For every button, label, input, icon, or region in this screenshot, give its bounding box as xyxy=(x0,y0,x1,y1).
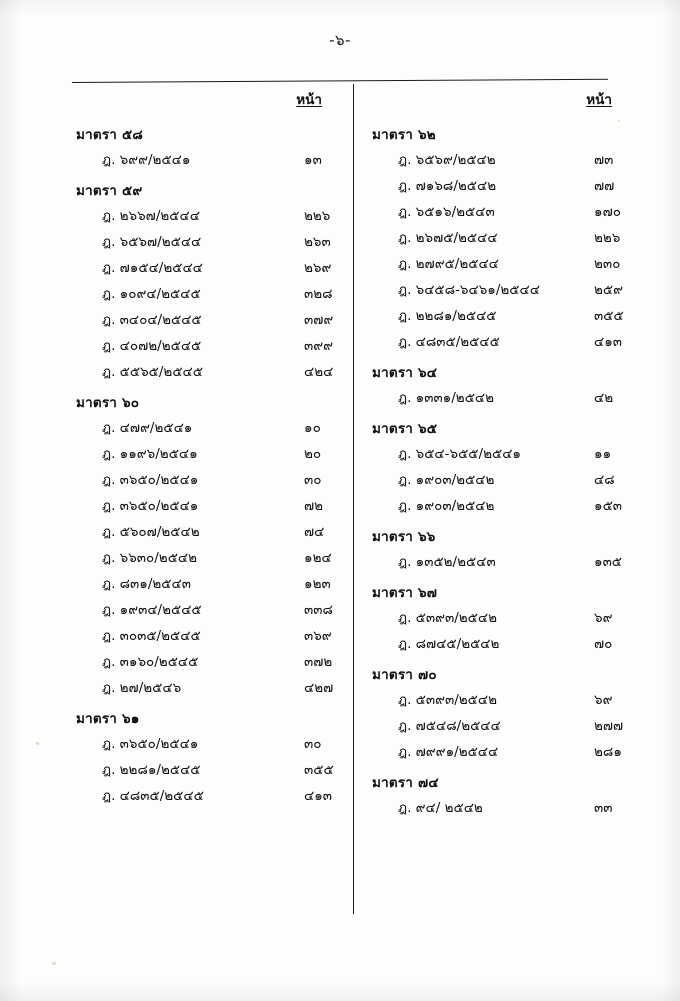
case-citation: ฎ. ๒๖๖๗/๒๕๔๔ xyxy=(102,208,200,224)
case-citation: ฎ. ๗๕๔๘/๒๕๔๔ xyxy=(398,718,501,734)
case-citation-row xyxy=(372,148,634,170)
case-citation-row xyxy=(76,520,344,542)
case-citation: ฎ. ๔๘๓๕/๒๕๔๕ xyxy=(102,788,204,804)
case-page-number: ๑๓ xyxy=(304,152,322,168)
case-citation-row xyxy=(76,732,344,754)
case-citation: ฎ. ๖๕๖๙/๒๕๔๒ xyxy=(398,152,496,168)
case-citation: ฎ. ๗๑๖๘/๒๕๔๒ xyxy=(398,178,497,194)
case-citation-row xyxy=(372,494,634,516)
case-citation: ฎ. ๔๗๙/๒๕๔๑ xyxy=(102,420,193,436)
section-heading: มาตรา ๗๐ xyxy=(372,667,437,683)
case-citation: ฎ. ๑๙๐๓/๒๕๔๒ xyxy=(398,498,495,514)
case-citation-row xyxy=(76,468,344,490)
scan-speck xyxy=(52,962,56,965)
case-page-number: ๔๒๔ xyxy=(304,364,334,380)
section-heading: มาตรา ๖๕ xyxy=(372,421,438,437)
case-citation-row xyxy=(372,740,634,762)
case-citation: ฎ. ๔๘๓๕/๒๕๔๕ xyxy=(398,334,500,350)
case-citation: ฎ. ๑๐๙๔/๒๕๔๕ xyxy=(102,286,201,302)
case-citation-row xyxy=(76,676,344,698)
case-citation-row xyxy=(372,226,634,248)
case-citation: ฎ. ๒๗๙๕/๒๕๔๔ xyxy=(398,256,499,272)
case-page-number: ๓๗๒ xyxy=(304,654,333,670)
case-citation-row xyxy=(76,256,344,278)
case-citation: ฎ. ๓๖๕๐/๒๕๔๑ xyxy=(102,498,199,514)
case-citation-row xyxy=(372,200,634,222)
case-citation: ฎ. ๖๕๑๖/๒๕๔๓ xyxy=(398,204,495,220)
section-heading: มาตรา ๖๐ xyxy=(76,395,140,411)
case-citation-row xyxy=(76,360,344,382)
case-page-number: ๒๒๖ xyxy=(304,208,331,224)
section-heading: มาตรา ๖๔ xyxy=(372,365,438,381)
case-citation-row xyxy=(372,632,634,654)
case-citation: ฎ. ๓๖๕๐/๒๕๔๑ xyxy=(102,736,199,752)
case-citation: ฎ. ๑๙๐๓/๒๕๔๒ xyxy=(398,472,495,488)
case-citation-row xyxy=(76,230,344,252)
case-citation-row xyxy=(76,282,344,304)
case-citation: ฎ. ๖๔๕๘-๖๔๖๑/๒๕๔๔ xyxy=(398,282,540,298)
case-citation-row xyxy=(372,278,634,300)
case-page-number: ๒๖๓ xyxy=(304,234,331,250)
case-page-number: ๗๓ xyxy=(594,152,614,168)
case-page-number: ๓๖๙ xyxy=(304,628,332,644)
column-header-right xyxy=(372,88,634,114)
case-page-number: ๑๒๔ xyxy=(304,550,332,566)
case-citation: ฎ. ๖๕๖๗/๒๕๔๔ xyxy=(102,234,202,250)
case-page-number: ๔๑๓ xyxy=(594,334,623,350)
case-citation-row xyxy=(76,442,344,464)
case-page-number: ๓๐ xyxy=(304,472,322,488)
case-page-number: ๑๕๓ xyxy=(594,498,623,514)
case-citation: ฎ. ๑๓๓๑/๒๕๔๒ xyxy=(398,390,495,406)
case-page-number: ๒๘๑ xyxy=(594,744,622,760)
case-citation-row xyxy=(76,204,344,226)
case-citation: ฎ. ๒๗/๒๕๔๖ xyxy=(102,680,182,696)
case-citation-row xyxy=(372,550,634,572)
case-citation: ฎ. ๖๙๙/๒๕๔๑ xyxy=(102,152,191,168)
entry-list-right xyxy=(372,123,634,818)
case-page-number: ๗๐ xyxy=(594,636,613,652)
case-citation-row xyxy=(372,606,634,628)
case-page-number: ๖๙ xyxy=(594,692,613,708)
case-page-number: ๑๐ xyxy=(304,420,321,436)
case-page-number: ๓๒๘ xyxy=(304,286,333,302)
case-citation-row xyxy=(372,796,634,818)
case-citation-row xyxy=(372,174,634,196)
page-column-label: หน้า xyxy=(296,92,322,108)
case-page-number: ๔๘ xyxy=(594,472,615,488)
index-column-right xyxy=(372,88,634,822)
case-citation: ฎ. ๖๕๔-๖๕๕/๒๕๔๑ xyxy=(398,446,521,462)
section-heading: มาตรา ๕๘ xyxy=(76,127,144,143)
case-citation-row xyxy=(76,148,344,170)
case-citation: ฎ. ๑๑๙๖/๒๕๔๑ xyxy=(102,446,198,462)
case-citation-row xyxy=(76,758,344,780)
case-citation-row xyxy=(76,308,344,330)
case-page-number: ๖๙ xyxy=(594,610,613,626)
case-page-number: ๒๒๖ xyxy=(594,230,621,246)
section-heading: มาตรา ๖๖ xyxy=(372,529,436,545)
case-citation-row xyxy=(76,416,344,438)
case-page-number: ๒๕๙ xyxy=(594,282,624,298)
case-citation-row xyxy=(76,334,344,356)
case-citation: ฎ. ๓๐๓๕/๒๕๔๕ xyxy=(102,628,201,644)
case-citation: ฎ. ๕๕๖๕/๒๕๔๕ xyxy=(102,364,203,380)
column-divider xyxy=(353,84,354,914)
case-page-number: ๗๔ xyxy=(304,524,325,540)
case-citation: ฎ. ๔๐๗๒/๒๕๔๕ xyxy=(102,338,202,354)
case-page-number: ๔๒๗ xyxy=(304,680,334,696)
entry-list-left xyxy=(76,123,344,806)
case-citation-row xyxy=(372,252,634,274)
case-citation-row xyxy=(76,650,344,672)
section-heading: มาตรา ๖๑ xyxy=(76,711,140,727)
section-heading: มาตรา ๖๗ xyxy=(372,585,438,601)
case-citation-row xyxy=(76,624,344,646)
case-citation: ฎ. ๘๓๑/๒๕๔๓ xyxy=(102,576,191,592)
case-page-number: ๑๒๓ xyxy=(304,576,331,592)
case-page-number: ๗๒ xyxy=(304,498,324,514)
case-citation: ฎ. ๓๖๕๐/๒๕๔๑ xyxy=(102,472,199,488)
case-citation: ฎ. ๓๔๐๔/๒๕๔๕ xyxy=(102,312,202,328)
case-page-number: ๑๓๕ xyxy=(594,554,623,570)
case-citation: ฎ. ๘๗๔๕/๒๕๔๒ xyxy=(398,636,500,652)
case-citation: ฎ. ๒๖๗๕/๒๕๔๔ xyxy=(398,230,498,246)
case-page-number: ๗๗ xyxy=(594,178,615,194)
case-citation-row xyxy=(76,572,344,594)
page-column-label: หน้า xyxy=(586,92,612,108)
case-citation-row xyxy=(76,784,344,806)
index-column-left xyxy=(76,88,344,810)
case-page-number: ๔๑๓ xyxy=(304,788,333,804)
header-rule xyxy=(72,79,608,83)
case-citation: ฎ. ๒๒๘๑/๒๕๔๕ xyxy=(398,308,497,324)
case-citation-row xyxy=(372,330,634,352)
section-heading: มาตรา ๕๙ xyxy=(76,183,143,199)
case-citation-row xyxy=(372,714,634,736)
section-heading: มาตรา ๗๔ xyxy=(372,775,439,791)
case-citation: ฎ. ๗๑๕๔/๒๕๔๔ xyxy=(102,260,203,276)
case-citation: ฎ. ๑๓๕๒/๒๕๔๓ xyxy=(398,554,496,570)
case-page-number: ๔๒ xyxy=(594,390,614,406)
case-page-number: ๓๙๙ xyxy=(304,338,334,354)
case-page-number: ๓๗๙ xyxy=(304,312,334,328)
case-page-number: ๒๐ xyxy=(304,446,322,462)
case-page-number: ๑๗๐ xyxy=(594,204,621,220)
case-page-number: ๒๗๗ xyxy=(594,718,624,734)
case-page-number: ๓๓๘ xyxy=(304,602,333,618)
case-citation: ฎ. ๕๓๙๓/๒๕๔๒ xyxy=(398,692,497,708)
case-citation: ฎ. ๓๑๖๐/๒๕๔๕ xyxy=(102,654,199,670)
case-page-number: ๓๕๕ xyxy=(304,762,334,778)
case-page-number: ๒๓๐ xyxy=(594,256,621,272)
case-citation-row xyxy=(372,688,634,710)
case-citation: ฎ. ๖๖๓๐/๒๕๔๒ xyxy=(102,550,198,566)
case-citation: ฎ. ๒๒๘๑/๒๕๔๕ xyxy=(102,762,201,778)
case-citation: ฎ. ๙๔/ ๒๕๔๒ xyxy=(398,800,483,816)
case-citation: ฎ. ๕๖๐๗/๒๕๔๒ xyxy=(102,524,200,540)
scan-speck xyxy=(36,742,39,745)
case-citation-row xyxy=(76,494,344,516)
case-citation: ฎ. ๕๓๙๓/๒๕๔๒ xyxy=(398,610,497,626)
case-page-number: ๓๕๕ xyxy=(594,308,624,324)
case-page-number: ๑๑ xyxy=(594,446,612,462)
case-citation-row xyxy=(372,442,634,464)
column-header-left xyxy=(76,88,344,114)
case-page-number: ๓๓ xyxy=(594,800,613,816)
page-folio-number: -๖- xyxy=(329,31,351,49)
section-heading: มาตรา ๖๒ xyxy=(372,127,436,143)
case-citation-row xyxy=(372,468,634,490)
case-page-number: ๓๐ xyxy=(304,736,322,752)
case-citation: ฎ. ๗๙๙๑/๒๕๔๔ xyxy=(398,744,499,760)
case-page-number: ๒๖๙ xyxy=(304,260,332,276)
case-citation-row xyxy=(372,386,634,408)
case-citation-row xyxy=(372,304,634,326)
case-citation: ฎ. ๑๙๓๔/๒๕๔๕ xyxy=(102,602,202,618)
case-citation-row xyxy=(76,598,344,620)
case-citation-row xyxy=(76,546,344,568)
